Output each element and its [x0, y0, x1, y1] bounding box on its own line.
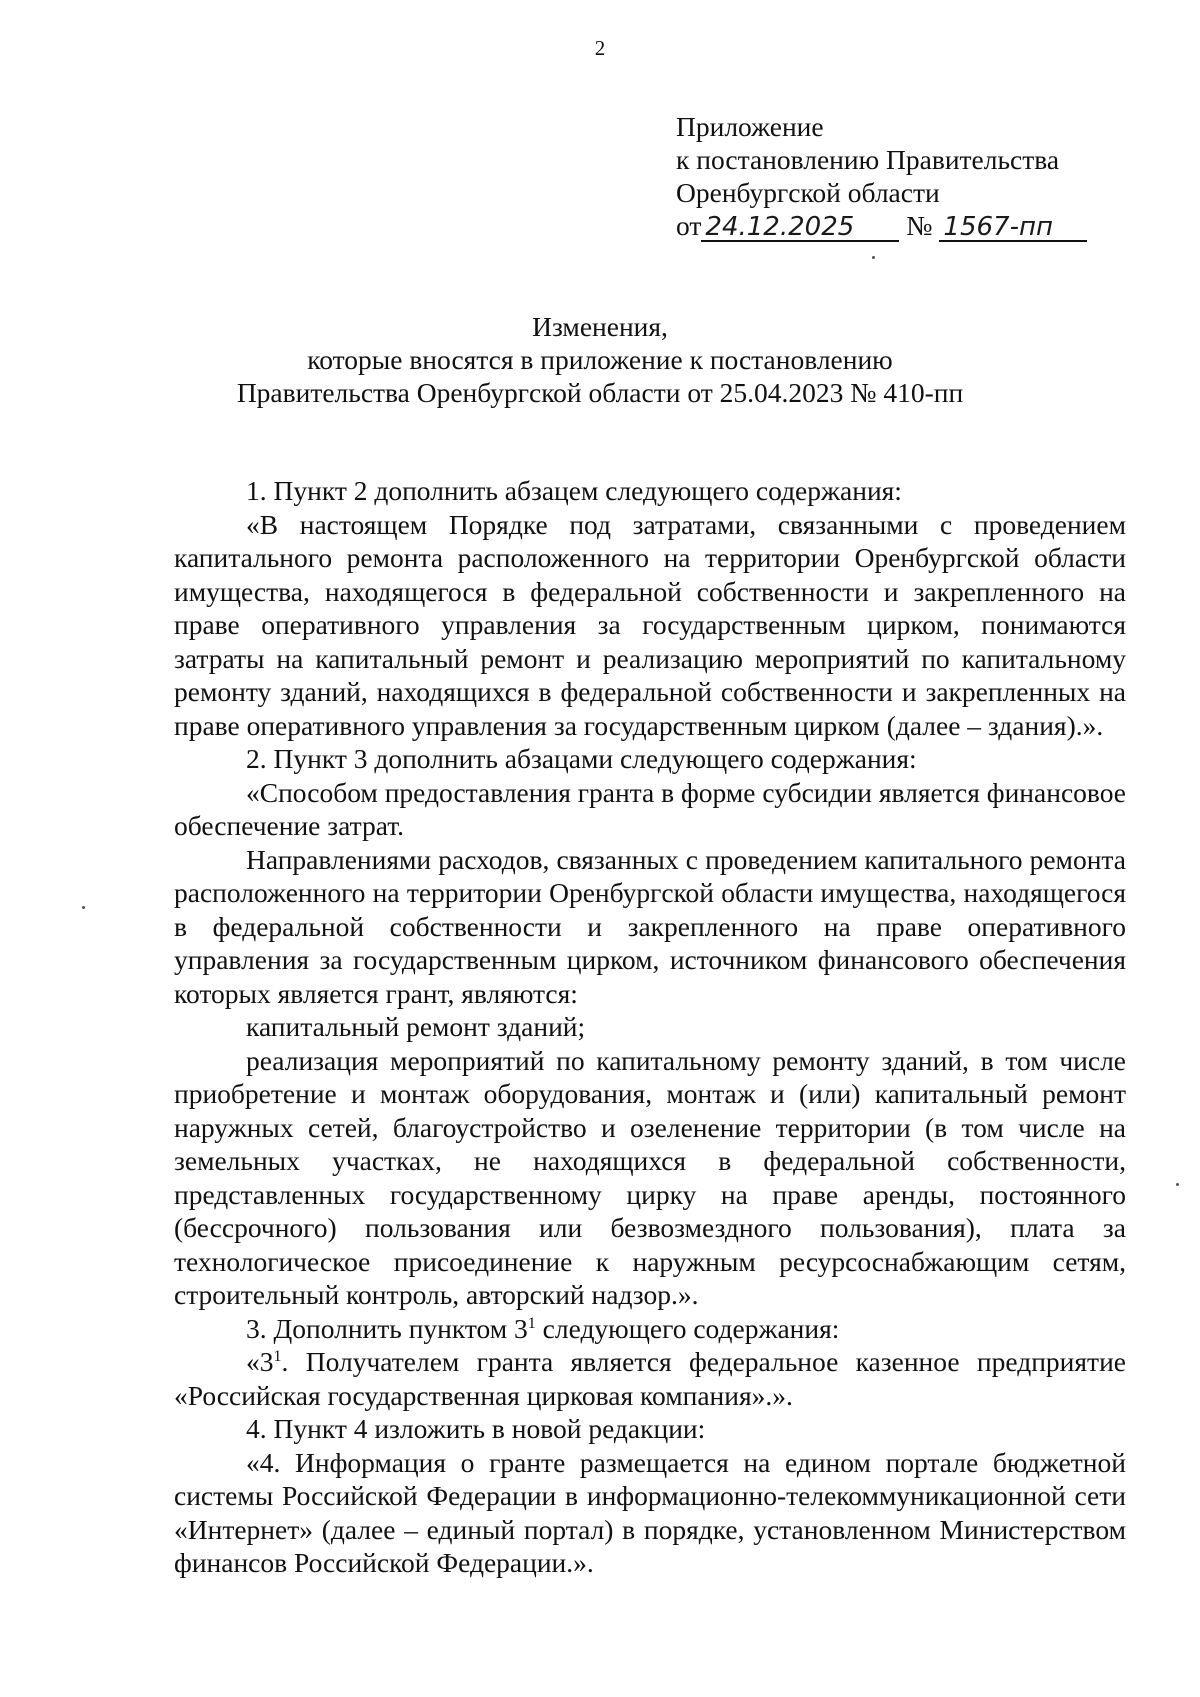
- page-number: 2: [594, 36, 606, 60]
- paragraph-3: 2. Пункт 3 дополнить абзацами следующего содержания:: [246, 743, 917, 774]
- title-line-2: которые вносятся в приложение к постановлению: [307, 344, 893, 375]
- appendix-line-3: Оренбургской области: [676, 177, 940, 208]
- paragraph-2: «В настоящем Порядке под затратами, связанными с проведением капитального ремонта расположенного на территории Оренбургской области имущества, находящегося в федеральной собственности и закрепленного на праве оперативного управления за государственным цирком, понимаются затраты на капитальный ремонт и реализацию мероприятий по капитальному ремонту зданий, находящихся в федеральной собственности и закрепленных на праве оперативного управления за государственным цирком (далее – здания).».: [174, 508, 1126, 741]
- paragraph-8-text-b: следующего содержания:: [535, 1312, 840, 1344]
- appendix-line-1: Приложение: [676, 111, 824, 142]
- scan-speck: [82, 906, 85, 909]
- paragraph-9-superscript: 1: [273, 1347, 282, 1365]
- paragraph-9-text-a: «3: [246, 1346, 274, 1377]
- handwritten-number: 1567-пп: [939, 214, 1087, 242]
- title-line-1: Изменения,: [532, 311, 668, 342]
- document-title: [0, 310, 1200, 409]
- paragraph-1: 1. Пункт 2 дополнить абзацем следующего содержания:: [246, 475, 902, 506]
- paragraph-8-text-a: 3. Дополнить пунктом 3: [246, 1312, 528, 1344]
- appendix-header: [676, 110, 1087, 242]
- number-prefix: №: [906, 210, 933, 241]
- paragraph-8: [174, 1312, 1126, 1346]
- paragraph-8-superscript: 1: [527, 1314, 536, 1332]
- paragraph-5: Направлениями расходов, связанных с проведением капитального ремонта расположенного на территории Оренбургской области имущества, находящегося в федеральной собственности и закрепленного на праве оперативного управления за государственным цирком, источником финансового обеспечения которых является грант, являются:: [174, 843, 1126, 1009]
- paragraph-10: 4. Пункт 4 изложить в новой редакции:: [246, 1413, 706, 1444]
- document-body: [174, 474, 1126, 1580]
- date-prefix: от: [676, 210, 702, 241]
- appendix-line-2: к постановлению Правительства: [676, 144, 1060, 175]
- paragraph-9-text-b: . Получателем гранта является федеральное казенное предприятие «Российская государственная цирковая компания».».: [174, 1346, 1126, 1411]
- paragraph-6: капитальный ремонт зданий;: [246, 1011, 586, 1042]
- handwritten-date: 24.12.2025: [701, 214, 899, 242]
- title-line-3: Правительства Оренбургской области от 25.04.2023 № 410-пп: [236, 377, 964, 408]
- scan-speck: [872, 256, 875, 259]
- scan-speck: [1176, 1183, 1179, 1186]
- appendix-date-number-line: [676, 209, 1087, 242]
- paragraph-9: [174, 1345, 1126, 1412]
- paragraph-7: реализация мероприятий по капитальному ремонту зданий, в том числе приобретение и монтаж оборудования, монтаж и (или) капитальный ремонт наружных сетей, благоустройство и озеленение территории (в том числе на земельных участках, не находящихся в федеральной собственности, представленных государственному цирку на праве аренды, постоянного (бессрочного) пользования или безвозмездного пользования), плата за технологическое присоединение к наружным ресурсоснабжающим сетям, строительный контроль, авторский надзор.».: [174, 1044, 1126, 1310]
- paragraph-11: «4. Информация о гранте размещается на едином портале бюджетной системы Российской Федерации в информационно-телекоммуникационной сети «Интернет» (далее – единый портал) в порядке, установленном Министерством финансов Российской Федерации.».: [174, 1446, 1126, 1578]
- paragraph-4: «Способом предоставления гранта в форме субсидии является финансовое обеспечение затрат.: [174, 776, 1126, 841]
